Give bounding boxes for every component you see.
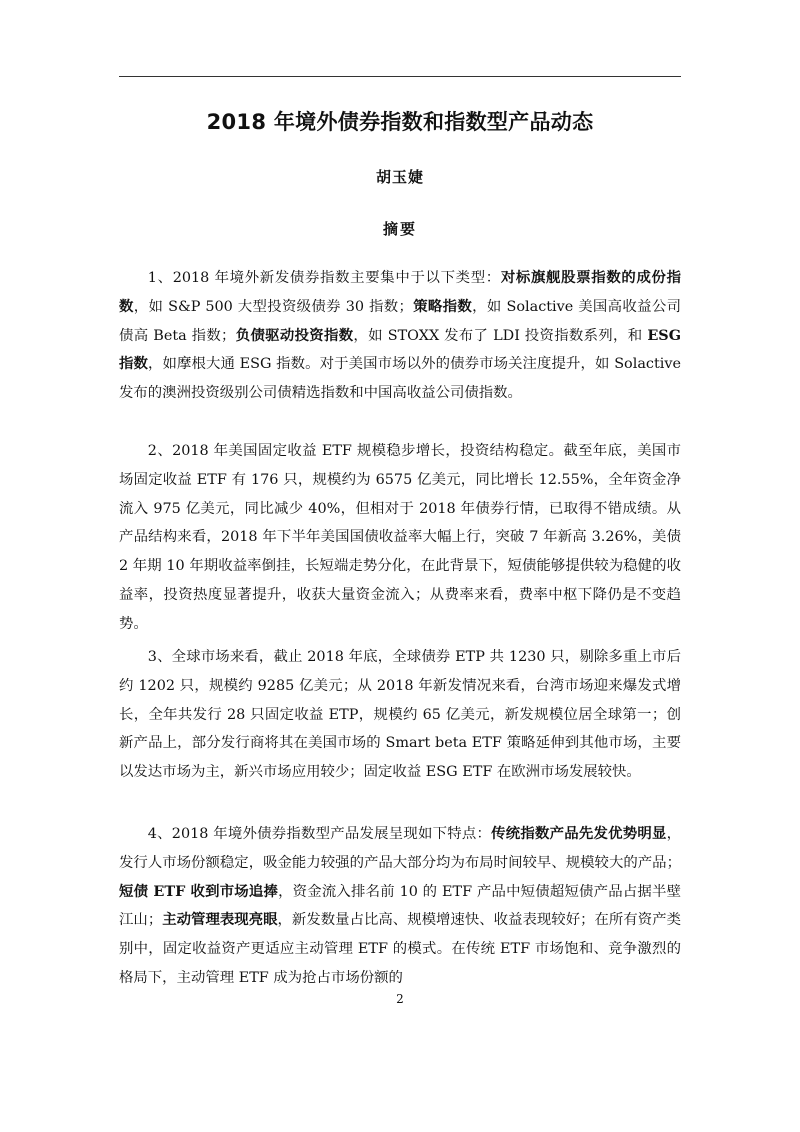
abstract-paragraph-4 [119,820,681,993]
paragraph-text: ，如 STOXX 发布了 LDI 投资指数系列，和 [353,327,648,344]
bold-keyphrase: 主动管理表现亮眼 [162,911,278,929]
paragraph-text: ，如 S&P 500 大型投资级债券 30 指数； [133,298,413,315]
bold-keyphrase: 对标旗舰股票指数的成份指数 [119,269,681,315]
paragraph-text: 1、2018 年境外新发债券指数主要集中于以下类型： [147,270,501,286]
bold-keyphrase: 短债 ETF 收到市场追捧 [119,882,279,900]
abstract-paragraph-1 [119,264,681,408]
paragraph-text: 3、全球市场来看，截止 2018 年底，全球债券 ETP 共 1230 只，剔除多重上市后约 1202 只，规模约 9285 亿美元；从 2018 年新发情况来看，台湾市场迎来爆发式增长，全年共发行 28 只固定收益 ETP，规模约 65 亿美元，新发规模位居全球第一；创新产品上，部分发行商将其在美国市场的 Smart beta ETF 策略延伸到其他市场，主要以发达市场为主，新兴市场应用较少；固定收益 ESG ETF 在欧洲市场发展较快。 [119,649,681,781]
bold-keyphrase: ESG 指数 [119,326,681,373]
paragraph-text: 4、2018 年境外债券指数型产品发展呈现如下特点： [147,826,492,842]
abstract-heading: 摘要 [382,220,417,238]
paragraph-text: ，新发数量占比高、规模增速快、收益表现较好；在所有资产类别中，固定收益资产更适应主动管理 ETF 的模式。在传统 ETF 市场饱和、竞争激烈的格局下，主动管理 ETF 成为抢占市场份额的 [119,912,681,986]
paragraph-text: ，资金流入排名前 10 的 ETF 产品中短债超短债产品占据半壁江山； [119,883,681,929]
paragraph-text: 2、2018 年美国固定收益 ETF 规模稳步增长，投资结构稳定。截至年底，美国市场固定收益 ETF 有 176 只，规模约为 6575 亿美元，同比增长 12.55%，全年资金净流入 975 亿美元，同比减少 40%，但相对于 2018 年债券行情，已取得不错成绩。从产品结构来看，2018 年下半年美国国债收益率大幅上行，突破 7 年新高 3.26%，美债 2 年期 10 年期收益率倒挂，长短端走势分化，在此背景下，短债能够提供较为稳健的收益率，投资热度显著提升，收获大量资金流入；从费率来看，费率中枢下降仍是不变趋势。 [119,443,681,632]
author-name: 胡玉婕 [375,168,424,186]
paragraph-text: ，如摩根大通 ESG 指数。对于美国市场以外的债券市场关注度提升，如 Solactive 发布的澳洲投资级别公司债精选指数和中国高收益公司债指数。 [119,356,681,402]
bold-keyphrase: 策略指数 [412,297,473,315]
abstract-paragraph-2 [119,437,681,639]
paragraph-text: ，发行人市场份额稳定，吸金能力较强的产品大部分均为布局时间较早、规模较大的产品； [119,826,681,871]
paragraph-text: ，如 Solactive 美国高收益公司债高 Beta 指数； [119,298,681,344]
document-title: 2018 年境外债券指数和指数型产品动态 [206,110,594,134]
abstract-paragraph-3 [119,643,681,787]
page-number: 2 [396,992,404,1006]
bold-keyphrase: 负债驱动投资指数 [235,326,354,344]
header-rule [119,76,681,77]
bold-keyphrase: 传统指数产品先发优势明显 [491,825,667,842]
